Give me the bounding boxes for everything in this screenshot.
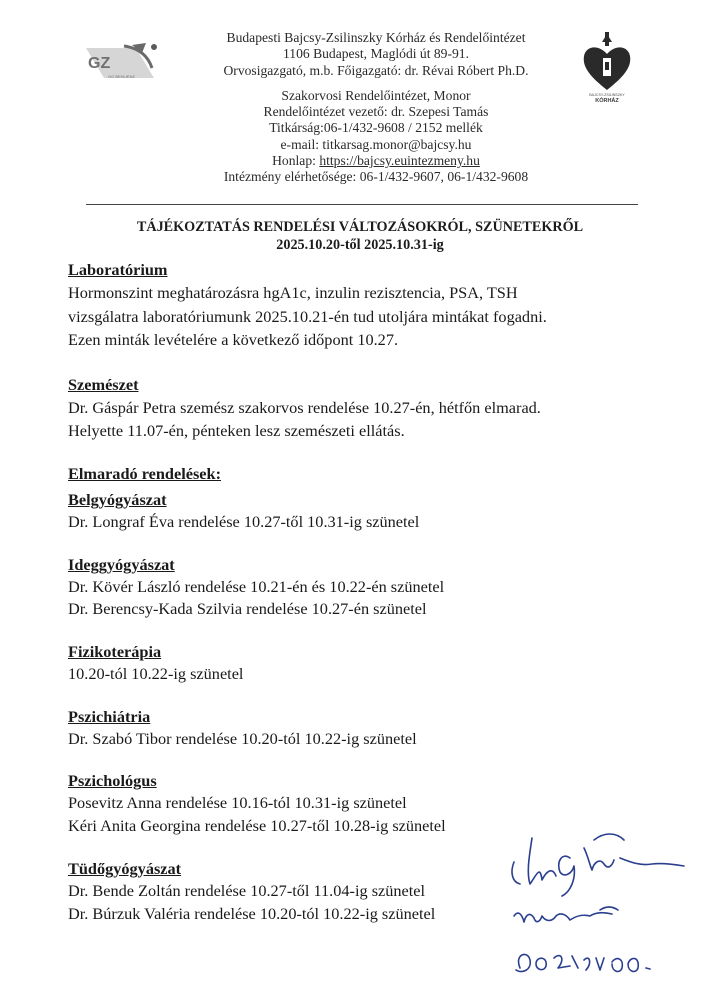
hospital-logo-subtext: BAJCSY-ZSILINSZKY [589,93,625,97]
notice-title-line: TÁJÉKOZTATÁS RENDELÉSI VÁLTOZÁSOKRÓL, SZÜNETEKRŐL [136,219,584,235]
section-title: Belgyógyászat [68,489,167,509]
header-line: Rendelőintézet vezető: dr. Szepesi Tamás [263,104,489,120]
section-line: Dr. Bende Zoltán rendelése 10.27-től 11.04-ig szünetel [68,880,426,900]
header-line: Titkárság:06-1/432-9608 / 2152 mellék [269,120,483,136]
header-line: Orvosigazgató, m.b. Főigazgató: dr. Révai Róbert Ph.D. [223,62,529,78]
cancelled-heading: Elmaradó rendelések: [68,463,222,483]
section-psychiatry [68,706,628,751]
ophthalmology-heading: Szemészet [68,374,139,394]
section-line: Dr. Berencsy-Kada Szilvia rendelése 10.27-én szünetel [68,599,427,619]
hospital-logo-name: KÓRHÁZ [595,98,619,104]
header-line: 1106 Budapest, Maglódi út 89-91. [282,46,470,62]
website-label: Honlap: [272,153,320,169]
laboratory-heading: Laboratórium [68,260,168,279]
heart-church-icon [584,32,631,90]
section-title: Tüdőgyógyászat [68,858,182,878]
section-line: Kéri Anita Georgina rendelése 10.27-től 10.28-ig szünetel [68,816,446,836]
hospital-logo [572,28,642,104]
ophthalmology-text: Helyette 11.07-én, pénteken lesz szemészeti ellátás. [68,421,405,441]
website-line [180,153,572,169]
gz-logo [84,42,160,84]
section-title: Fizikoterápia [68,642,162,662]
section-line: Dr. Búrzuk Valéria rendelése 10.20-tól 10.22-ig szünetel [68,903,436,923]
contact-line: Intézmény elérhetősége: 06-1/432-9607, 06-1/432-9608 [223,169,529,185]
website-link[interactable]: https://bajcsy.euintezmeny.hu [319,153,480,169]
header-line: e-mail: titkarsag.monor@bajcsy.hu [280,136,472,152]
section-line: Dr. Kövér László rendelése 10.21-én és 10.22-én szünetel [68,576,445,596]
section-line: Posevitz Anna rendelése 10.16-tól 10.31-ig szünetel [68,793,407,813]
section-physiotherapy [68,641,628,686]
section-internal-medicine [68,489,628,534]
handwritten-signature [500,818,708,988]
section-neurology [68,554,628,621]
section-title: Pszichológus [68,771,157,791]
section-line: 10.20-tól 10.22-ig szünetel [68,664,244,684]
section-line: Dr. Longraf Éva rendelése 10.27-től 10.31-ig szünetel [68,511,420,531]
header-line: Budapesti Bajcsy-Zsilinszky Kórház és Rendelőintézet [226,30,526,45]
laboratory-text: vizsgálatra laboratóriumunk 2025.10.21-én tud utoljára mintákat fogadni. [68,306,547,326]
institution-header [180,30,572,186]
section-title: Pszichiátria [68,706,151,726]
laboratory-text: Ezen minták levételére a következő időpont 10.27. [68,330,399,350]
gz-logo-text: GZ [88,55,111,72]
notice-date-range: 2025.10.20-től 2025.10.31-ig [276,236,444,253]
header-divider [86,204,638,205]
gz-logo-subtext: GO BEHLIENZ [108,74,135,79]
header-line: Szakorvosi Rendelőintézet, Monor [281,87,471,103]
ophthalmology-text: Dr. Gáspár Petra szemész szakorvos rendelése 10.27-én, hétfőn elmarad. [68,397,541,417]
section-title: Ideggyógyászat [68,554,175,574]
section-line: Dr. Szabó Tibor rendelése 10.20-tól 10.22-ig szünetel [68,728,417,748]
laboratory-text: Hormonszint meghatározásra hgA1c, inzulin rezisztencia, PSA, TSH [68,283,518,302]
notice-title [40,219,680,254]
